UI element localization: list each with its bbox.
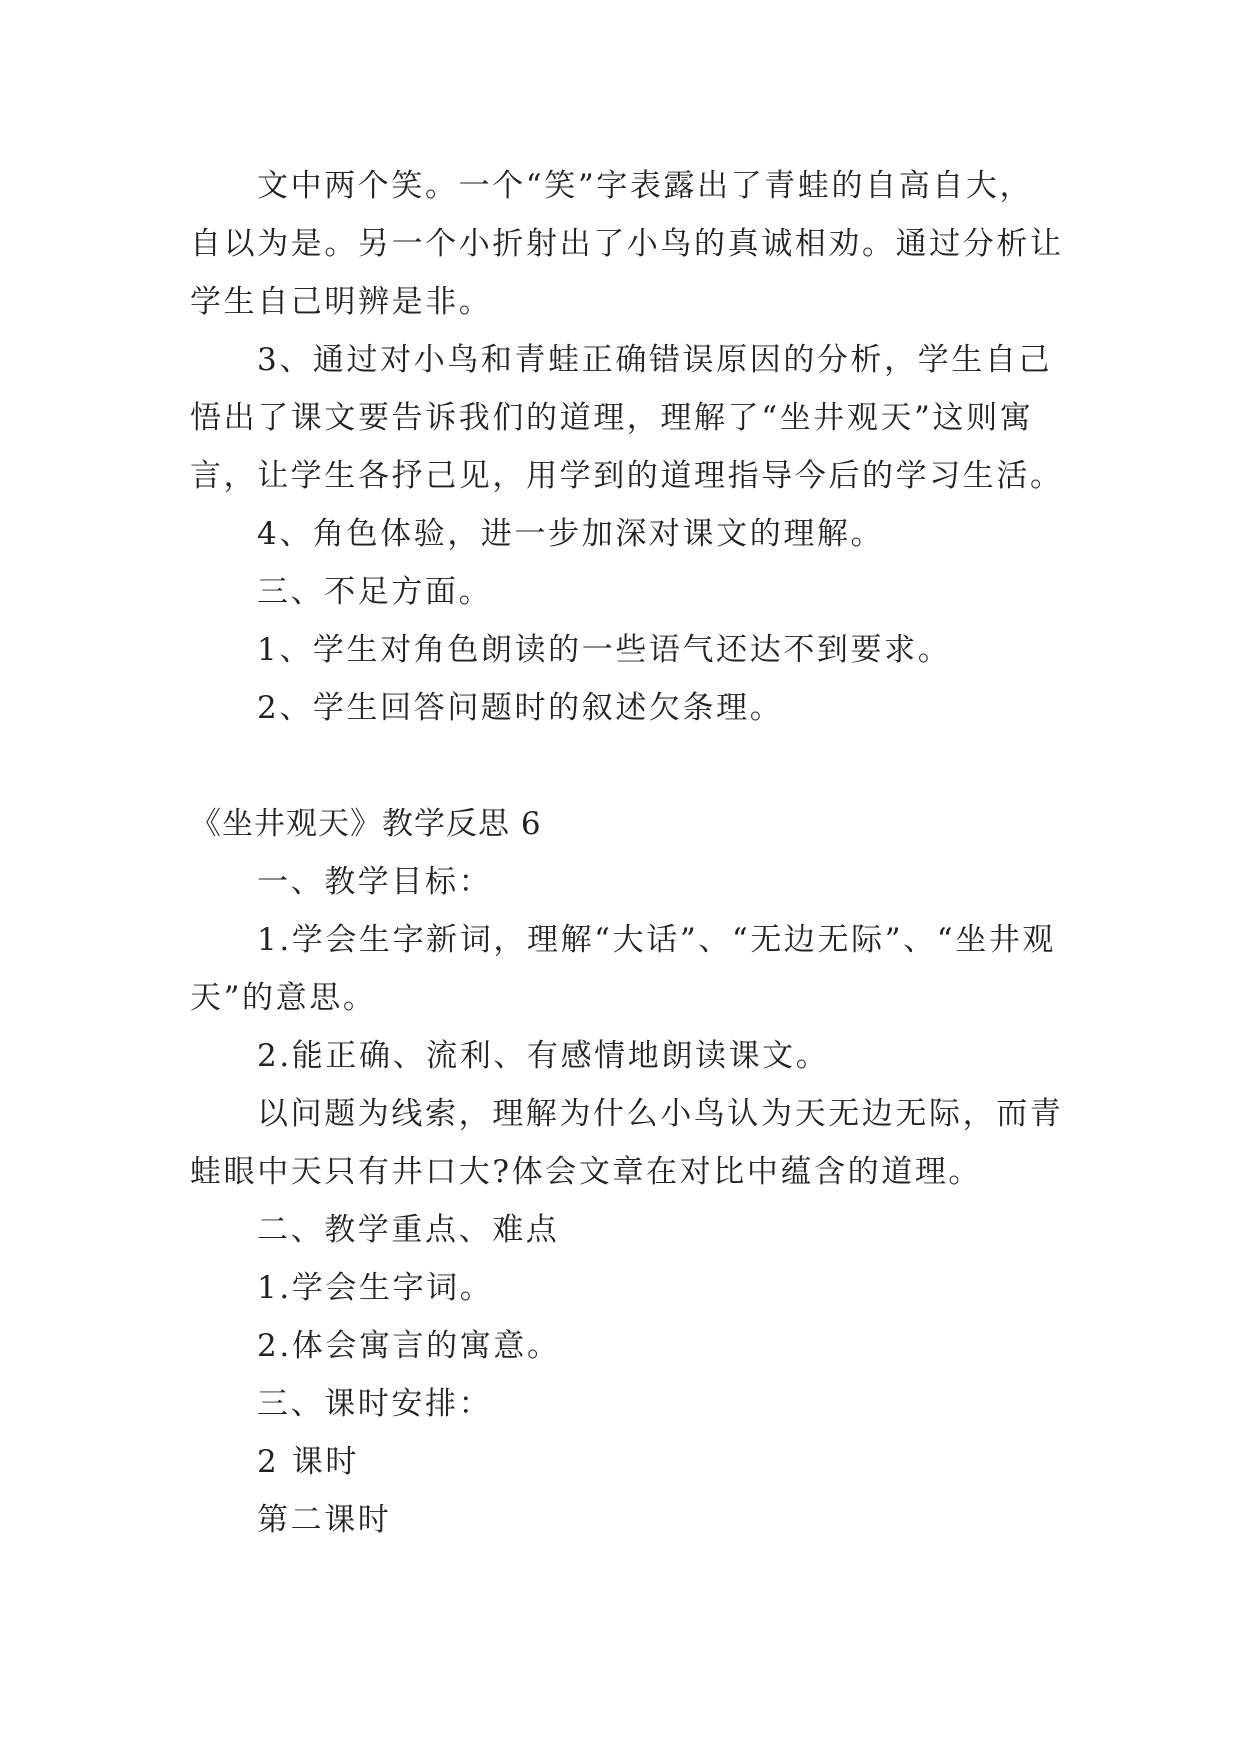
paragraph-line: 悟出了课文要告诉我们的道理，理解了“坐井观天”这则寓 xyxy=(190,400,1034,436)
section-heading: 三、课时安排： xyxy=(257,1386,493,1422)
paragraph-line: 2.能正确、流利、有感情地朗读课文。 xyxy=(257,1038,830,1074)
paragraph-line: 1.学会生字新词，理解“大话”、“无边无际”、“坐井观 xyxy=(257,922,1057,958)
section-heading: 三、不足方面。 xyxy=(257,574,493,610)
paragraph-line: 蛙眼中天只有井口大?体会文章在对比中蕴含的道理。 xyxy=(190,1154,983,1190)
paragraph-line: 自以为是。另一个小折射出了小鸟的真诚相劝。通过分析让 xyxy=(190,226,1064,262)
paragraph-line: 言，让学生各抒己见，用学到的道理指导今后的学习生活。 xyxy=(190,458,1064,494)
paragraph-line: 1.学会生字词。 xyxy=(257,1270,494,1306)
section-heading: 二、教学重点、难点 xyxy=(257,1212,560,1248)
paragraph-line: 1、学生对角色朗读的一些语气还达不到要求。 xyxy=(257,632,952,668)
section-heading: 一、教学目标： xyxy=(257,864,493,900)
document-title: 《坐井观天》教学反思 6 xyxy=(190,806,542,842)
paragraph-line: 第二课时 xyxy=(257,1502,392,1538)
paragraph-line: 2.体会寓言的寓意。 xyxy=(257,1328,561,1364)
paragraph-line: 学生自己明辨是非。 xyxy=(190,284,493,320)
paragraph-line: 天”的意思。 xyxy=(190,980,377,1016)
paragraph-line: 文中两个笑。一个“笑”字表露出了青蛙的自高自大， xyxy=(257,168,1034,204)
paragraph-line: 3、通过对小鸟和青蛙正确错误原因的分析，学生自己 xyxy=(257,342,1053,378)
paragraph-line: 2、学生回答问题时的叙述欠条理。 xyxy=(257,690,784,726)
paragraph-line: 2 课时 xyxy=(257,1444,359,1480)
paragraph-line: 以问题为线索，理解为什么小鸟认为天无边无际，而青 xyxy=(257,1096,1064,1132)
paragraph-line: 4、角色体验，进一步加深对课文的理解。 xyxy=(257,516,885,552)
